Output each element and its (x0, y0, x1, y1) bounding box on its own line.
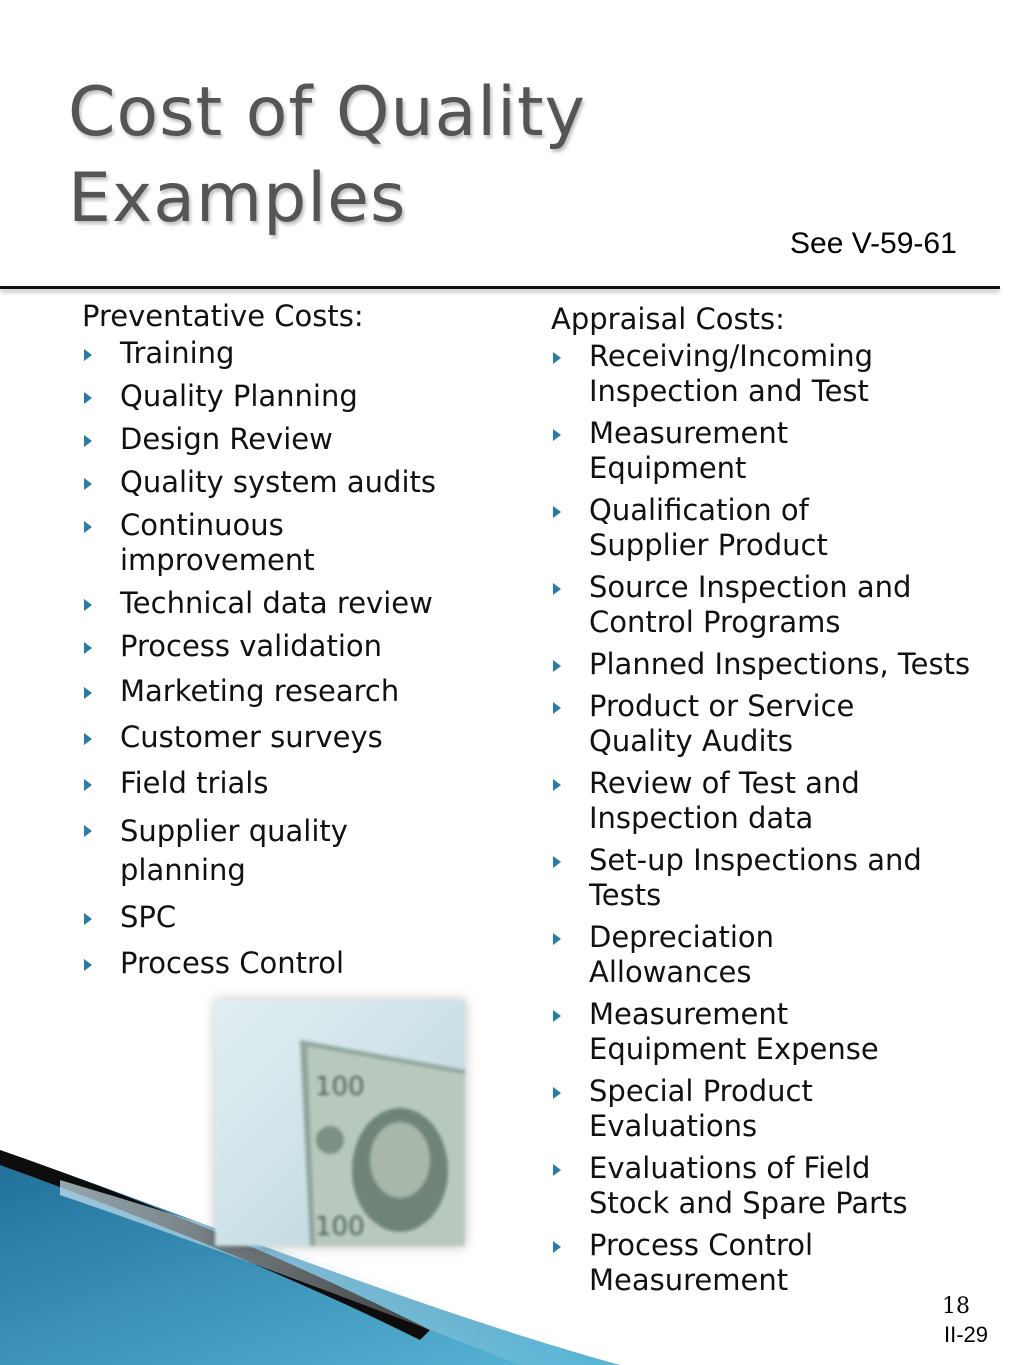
svg-text:100: 100 (315, 1212, 365, 1242)
triangle-bullet-icon (84, 599, 92, 611)
preventative-costs-column (82, 298, 502, 989)
list-item: Measurement Equipment Expense (551, 997, 929, 1067)
list-item: Supplier quality planning (82, 812, 380, 890)
title-line-1: Cost of Quality (68, 73, 586, 152)
triangle-bullet-icon (84, 913, 92, 925)
list-item: Measurement Equipment (551, 416, 829, 486)
list-item: Review of Test and Inspection data (551, 766, 929, 836)
triangle-bullet-icon (553, 933, 561, 945)
svg-text:100: 100 (315, 1072, 365, 1102)
list-item: Design Review (82, 422, 502, 457)
list-item: Quality system audits (82, 465, 502, 500)
triangle-bullet-icon (553, 856, 561, 868)
list-item: Planned Inspections, Tests (551, 647, 981, 682)
list-item: Technical data review (82, 586, 502, 621)
triangle-bullet-icon (84, 392, 92, 404)
list-item: Process Control (82, 946, 502, 981)
list-item: Process Control Measurement (551, 1228, 889, 1298)
page-reference: II-29 (944, 1322, 989, 1347)
triangle-bullet-icon (84, 959, 92, 971)
list-item: Depreciation Allowances (551, 920, 829, 990)
list-item: Receiving/Incoming Inspection and Test (551, 339, 981, 409)
title-line-2: Examples (68, 159, 407, 238)
appraisal-costs-heading: Appraisal Costs: (551, 302, 785, 336)
list-item: Customer surveys (82, 720, 502, 755)
slide-number: 18 (942, 1294, 970, 1319)
list-item: SPC (82, 900, 502, 935)
triangle-bullet-icon (84, 435, 92, 447)
triangle-bullet-icon (84, 733, 92, 745)
list-item: Evaluations of Field Stock and Spare Parts (551, 1151, 949, 1221)
list-item: Training (82, 336, 502, 371)
money-illustration (215, 1000, 465, 1246)
triangle-bullet-icon (84, 642, 92, 654)
see-reference: See V-59-61 (790, 227, 957, 260)
list-item: Marketing research (82, 674, 502, 709)
triangle-bullet-icon (553, 583, 561, 595)
triangle-bullet-icon (84, 521, 92, 533)
triangle-bullet-icon (84, 687, 92, 699)
title-divider (0, 286, 1000, 289)
triangle-bullet-icon (84, 349, 92, 361)
list-item: Special Product Evaluations (551, 1074, 889, 1144)
triangle-bullet-icon (84, 478, 92, 490)
list-item: Qualification of Supplier Product (551, 493, 909, 563)
triangle-bullet-icon (553, 702, 561, 714)
list-item: Process validation (82, 629, 502, 664)
list-item: Product or Service Quality Audits (551, 689, 909, 759)
triangle-bullet-icon (553, 779, 561, 791)
list-item: Continuous improvement (82, 508, 380, 578)
preventative-costs-list (82, 336, 502, 981)
list-item: Field trials (82, 766, 502, 801)
slide-title (68, 70, 586, 242)
list-item: Set-up Inspections and Tests (551, 843, 981, 913)
triangle-bullet-icon (84, 825, 92, 837)
triangle-bullet-icon (553, 1087, 561, 1099)
triangle-bullet-icon (553, 352, 561, 364)
triangle-bullet-icon (553, 660, 561, 672)
triangle-bullet-icon (553, 429, 561, 441)
hundred-dollar-bill-image (215, 1000, 465, 1246)
triangle-bullet-icon (553, 506, 561, 518)
triangle-bullet-icon (84, 779, 92, 791)
preventative-costs-heading: Preventative Costs: (82, 299, 364, 333)
list-item: Source Inspection and Control Programs (551, 570, 981, 640)
triangle-bullet-icon (553, 1010, 561, 1022)
list-item: Quality Planning (82, 379, 502, 414)
